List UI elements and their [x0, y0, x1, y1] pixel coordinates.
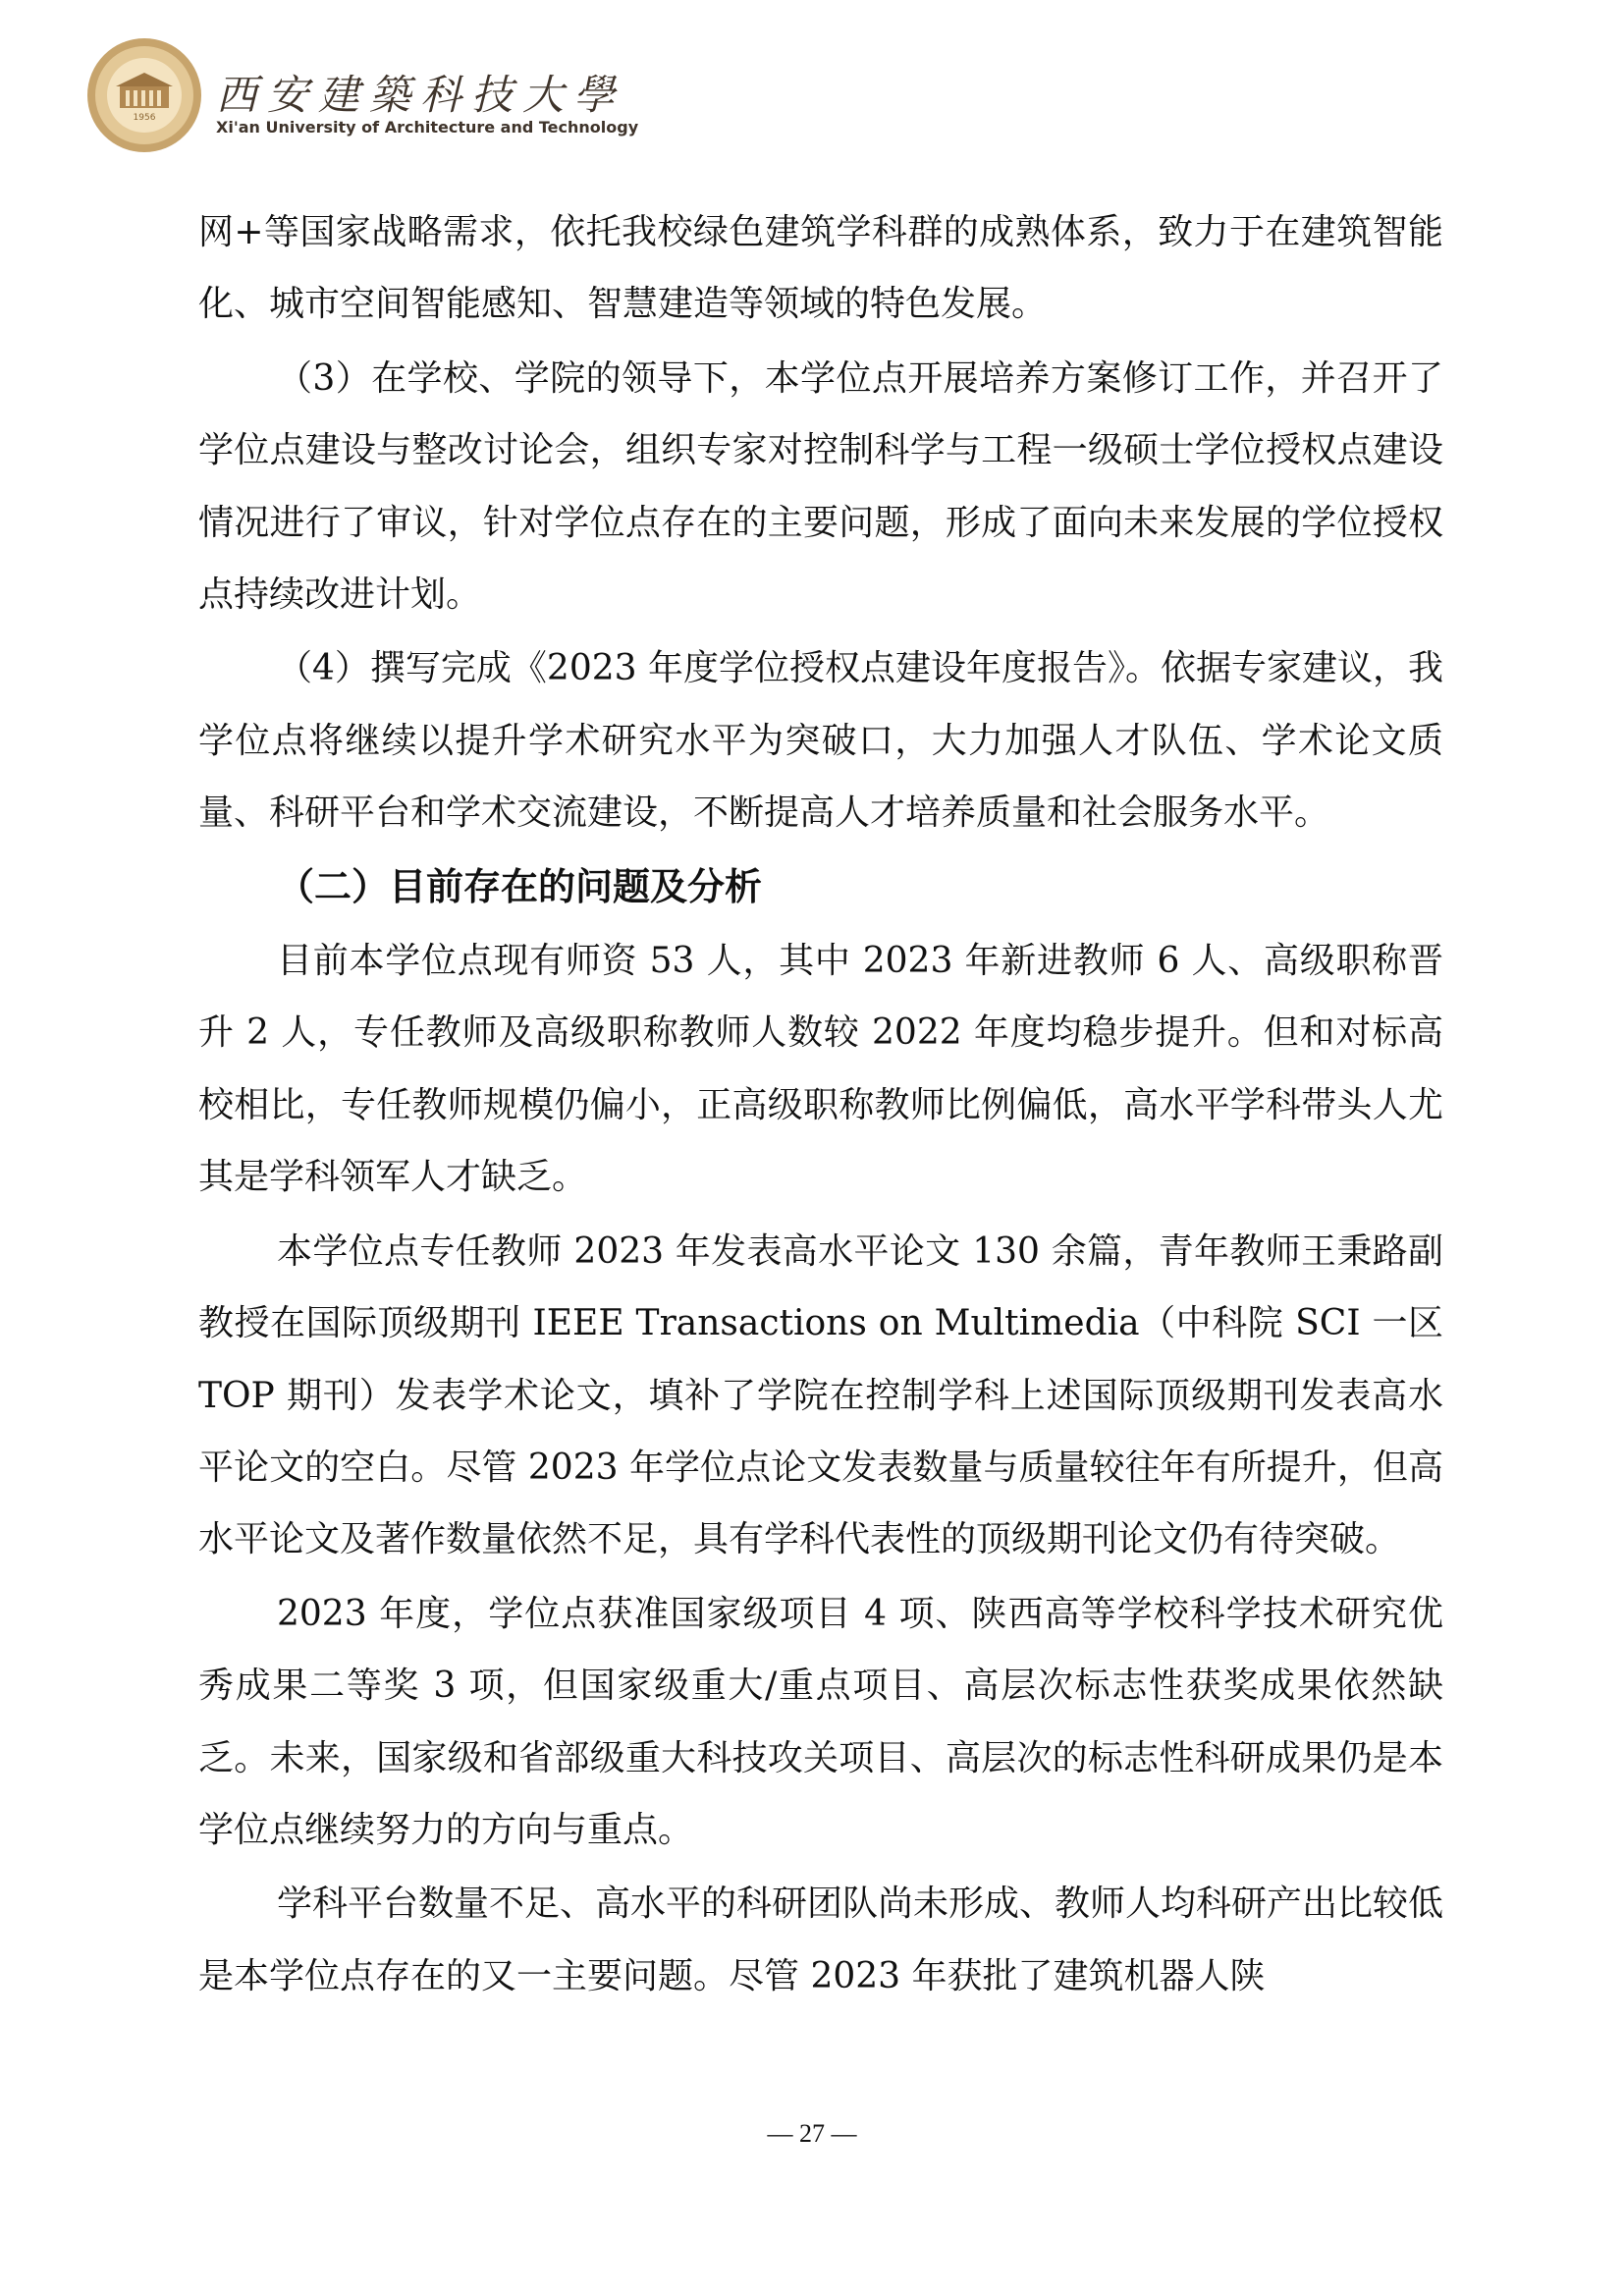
paragraph: 学科平台数量不足、高水平的科研团队尚未形成、教师人均科研产出比较低是本学位点存在的又一主要问题。尽管 2023 年获批了建筑机器人陕: [198, 1884, 1444, 1996]
paragraph: 网+等国家战略需求，依托我校绿色建筑学科群的成熟体系，致力于在建筑智能化、城市空间智能感知、智慧建造等领域的特色发展。: [198, 212, 1443, 325]
page-number: — 27 —: [767, 2119, 857, 2148]
page-header: [84, 35, 639, 157]
paragraph: 目前本学位点现有师资 53 人，其中 2023 年新进教师 6 人、高级职称晋升 2 人，专任教师及高级职称教师人数较 2022 年度均稳步提升。但和对标高校相比，专任教师规模仍偏小，正高级职称教师比例偏低，高水平学科带头人尤其是学科领军人才缺乏。: [198, 941, 1443, 1198]
paragraph: 本学位点专任教师 2023 年发表高水平论文 130 余篇，青年教师王秉路副教授在国际顶级期刊 IEEE Transactions on Multimedia（中科院 SCI 一区 TOP 期刊）发表学术论文，填补了学院在控制学科上述国际顶级期刊发表高水平论文的空白。尽管 2023 年学位点论文发表数量与质量较往年有所提升，但高水平论文及著作数量依然不足，具有学科代表性的顶级期刊论文仍有待突破。: [198, 1230, 1443, 1560]
paragraph: （4）撰写完成《2023 年度学位授权点建设年度报告》。依据专家建议，我学位点将继续以提升学术研究水平为突破口，大力加强人才队伍、学术论文质量、科研平台和学术交流建设，不断提高人才培养质量和社会服务水平。: [198, 648, 1443, 834]
document-body: [198, 196, 1443, 2014]
university-name-en: Xi'an University of Architecture and Technology: [216, 118, 639, 137]
paragraph: 2023 年度，学位点获准国家级项目 4 项、陕西高等学校科学技术研究优秀成果二等奖 3 项，但国家级重大/重点项目、高层次标志性获奖成果依然缺乏。未来，国家级和省部级重大科技攻关项目、高层次的标志性科研成果仍是本学位点继续努力的方向与重点。: [198, 1593, 1443, 1850]
university-name-cn: 西安建築科技大學: [216, 71, 625, 119]
section-heading: （二）目前存在的问题及分析: [277, 864, 763, 908]
paragraph: （3）在学校、学院的领导下，本学位点开展培养方案修订工作，并召开了学位点建设与整改讨论会，组织专家对控制科学与工程一级硕士学位授权点建设情况进行了审议，针对学位点存在的主要问题，形成了面向未来发展的学位授权点持续改进计划。: [198, 357, 1443, 616]
university-seal-icon: [84, 35, 204, 155]
svg-text:1956: 1956: [133, 113, 156, 123]
